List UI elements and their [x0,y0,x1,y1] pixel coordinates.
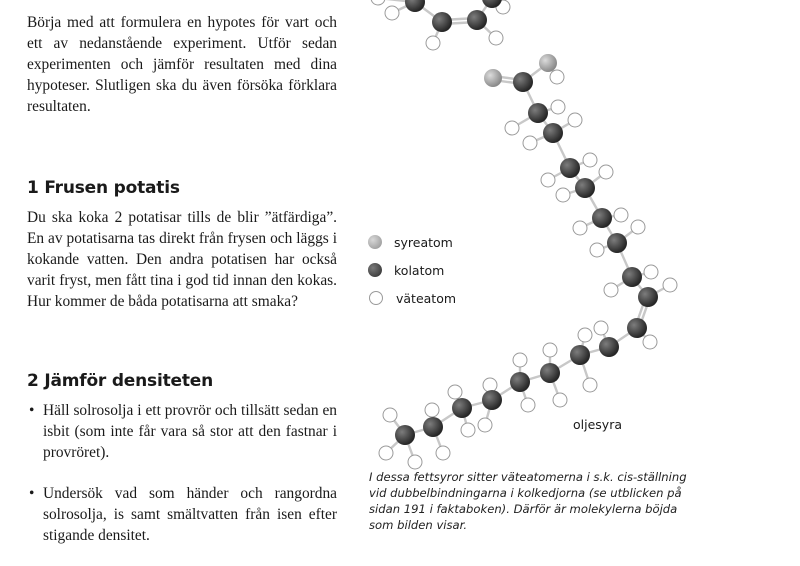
carbon-atom-icon [368,263,382,277]
hydrogen-atom [523,136,537,150]
hydrogen-atom [573,221,587,235]
intro-paragraph: Börja med att formulera en hypotes för vart och ett av nedanstående experiment. Utför sedan experimenten och jämför resultaten med dina hypoteser. Slutligen ska du även försöka förklara resultaten. [27,14,337,115]
hydrogen-atom [578,328,592,342]
oxygen-atom-icon [368,235,382,249]
hydrogen-atom [521,398,535,412]
hydrogen-atom [541,173,555,187]
hydrogen-atom [604,283,618,297]
hydrogen-atom [553,393,567,407]
hydrogen-atom-icon [369,291,383,305]
hydrogen-atom [599,165,613,179]
hydrogen-atom [408,455,422,469]
hydrogen-atom [478,418,492,432]
hydrogen-atom [426,36,440,50]
carbon-atom [599,337,619,357]
hydrogen-atom [383,408,397,422]
hydrogen-atom [663,278,677,292]
carbon-atom [528,103,548,123]
hydrogen-atom [448,385,462,399]
oxygen-atom [484,69,502,87]
carbon-atom [510,372,530,392]
hydrogen-atom [631,220,645,234]
bullet-item: • Undersök vad som händer och rangordna solrosolja, is samt smältvatten från isen efter stigande densitet. [29,485,337,544]
hydrogen-atom [551,100,565,114]
hydrogen-atom [505,121,519,135]
carbon-atom [482,390,502,410]
hydrogen-atom [461,423,475,437]
hydrogen-atom [371,0,385,5]
legend-carbon: kolatom [368,256,456,284]
hydrogen-atom [543,343,557,357]
hydrogen-atom [483,378,497,392]
carbon-atom [395,425,415,445]
carbon-atom [627,318,647,338]
carbon-atom [592,208,612,228]
hydrogen-atom [590,243,604,257]
bullet-icon: • [29,485,35,502]
hydrogen-atom [594,321,608,335]
hydrogen-atom [550,70,564,84]
hydrogen-atom [644,265,658,279]
carbon-atom [607,233,627,253]
carbon-atom [622,267,642,287]
carbon-atom [638,287,658,307]
hydrogen-atom [436,446,450,460]
bullet-item: • Häll solrosolja i ett provrör och tillsätt sedan en isbit (som inte får vara så stor att den fastnar i provröret). [29,402,337,461]
oxygen-atom [539,54,557,72]
hydrogen-atom [643,335,657,349]
hydrogen-atom [614,208,628,222]
legend-oxygen: syreatom [368,228,456,256]
hydrogen-atom [556,188,570,202]
hydrogen-atom [568,113,582,127]
bullet-icon: • [29,402,35,419]
carbon-atom [423,417,443,437]
carbon-atom [467,10,487,30]
hydrogen-atom [489,31,503,45]
section-1-heading: 1 Frusen potatis [27,178,180,198]
hydrogen-atom [583,153,597,167]
carbon-atom [570,345,590,365]
legend-hydrogen: väteatom [368,284,456,312]
figure-caption: I dessa fettsyror sitter väteatomerna i s.k. cis-ställning vid dubbelbindningarna i kolkedjorna (se utblicken på sidan 191 i faktaboken). Därför är molekylerna böjda som bilden visar. [369,470,687,532]
carbon-atom [432,12,452,32]
hydrogen-atom [513,353,527,367]
molecule-label: oljesyra [573,417,622,432]
carbon-atom [540,363,560,383]
carbon-atom [560,158,580,178]
section-1-text: Du ska koka 2 potatisar tills de blir ”ätfärdiga”. En av potatisarna tas direkt från frysen och läggs i kokande vatten. Den andra potatisen har också varit fryst, men fått tina i god tid innan den kokas. Hur kommer de båda potatisarna att smaka? [27,209,337,310]
carbon-atom [575,178,595,198]
atom-legend [368,228,456,312]
hydrogen-atom [425,403,439,417]
carbon-atom [513,72,533,92]
hydrogen-atom [583,378,597,392]
carbon-atom [543,123,563,143]
carbon-atom [405,0,425,12]
hydrogen-atom [379,446,393,460]
hydrogen-atom [385,6,399,20]
section-2-heading: 2 Jämför densiteten [27,371,213,391]
carbon-atom [452,398,472,418]
